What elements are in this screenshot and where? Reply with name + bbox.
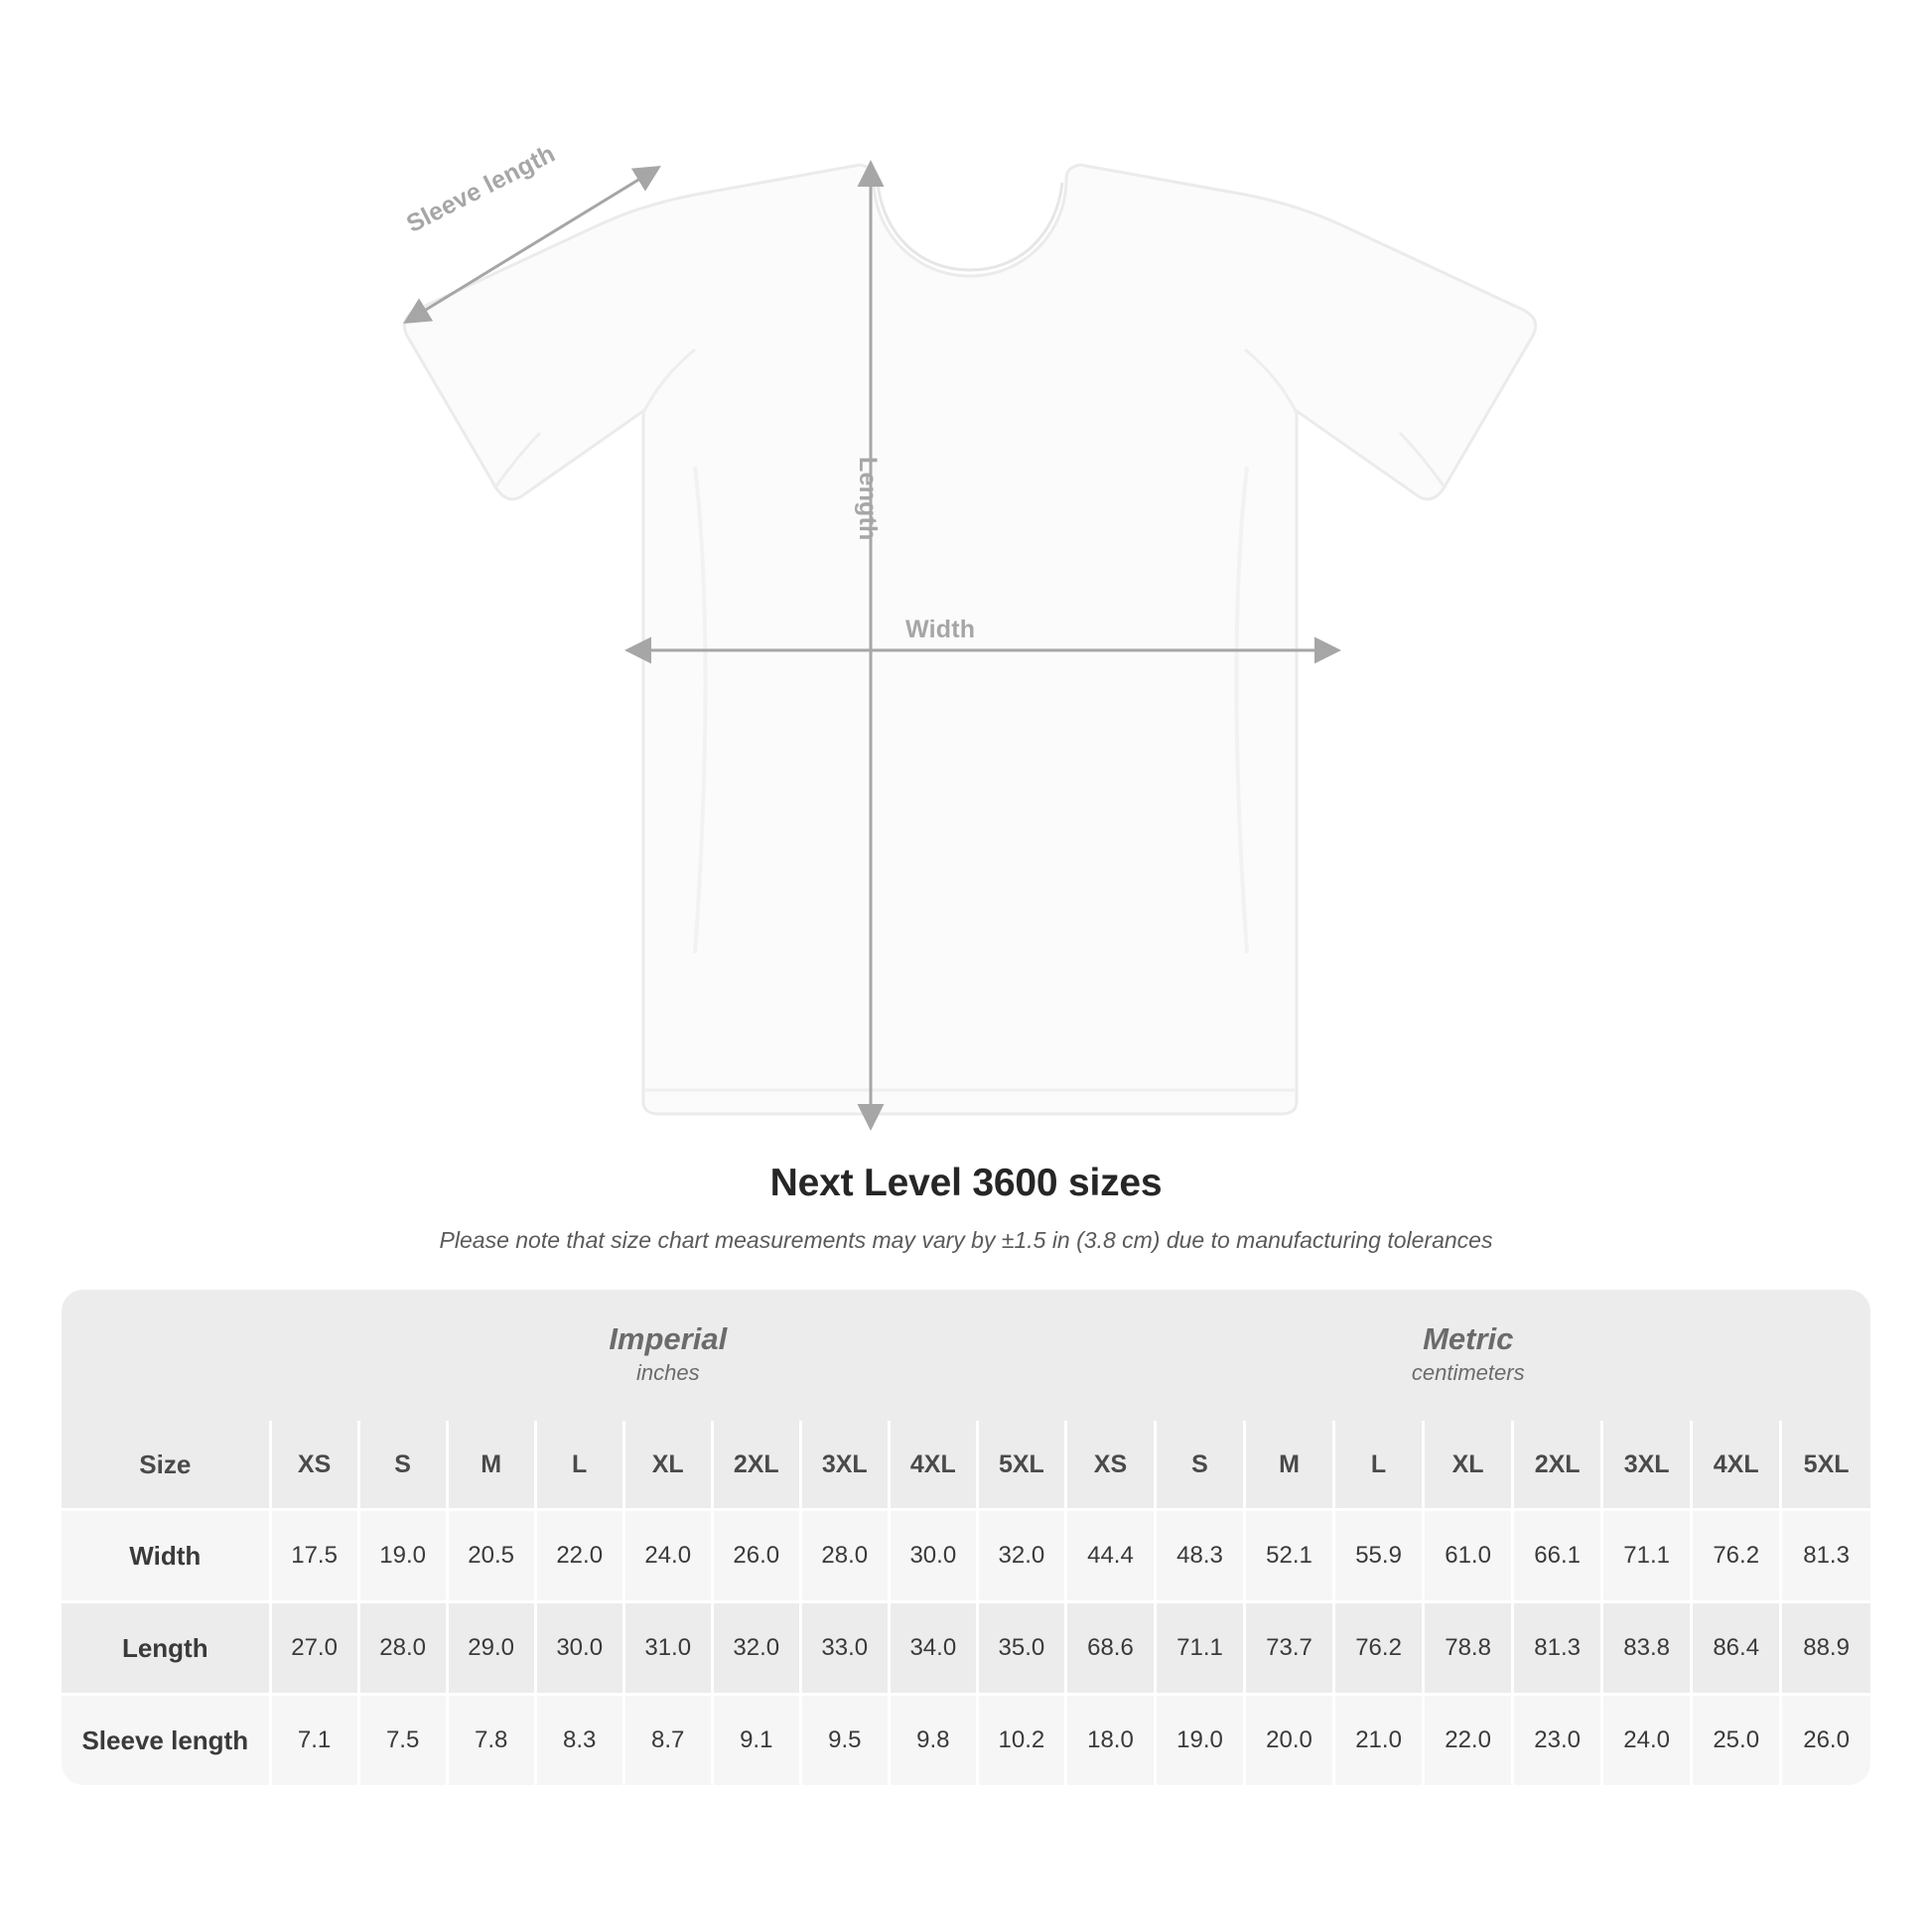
cell-length-metric-xs: 68.6 <box>1065 1602 1155 1695</box>
cell-sleeve-metric-5xl: 26.0 <box>1781 1695 1870 1786</box>
cell-sleeve-metric-m: 20.0 <box>1245 1695 1334 1786</box>
size-header-row <box>62 1421 1870 1510</box>
cell-length-metric-xl: 78.8 <box>1424 1602 1513 1695</box>
cell-length-imperial-3xl: 33.0 <box>800 1602 889 1695</box>
size-header-metric-xl: XL <box>1424 1421 1513 1510</box>
cell-length-imperial-4xl: 34.0 <box>889 1602 977 1695</box>
cell-length-metric-s: 71.1 <box>1155 1602 1244 1695</box>
cell-width-imperial-xl: 24.0 <box>623 1510 712 1602</box>
cell-width-imperial-4xl: 30.0 <box>889 1510 977 1602</box>
cell-length-metric-m: 73.7 <box>1245 1602 1334 1695</box>
size-header-metric-m: M <box>1245 1421 1334 1510</box>
cell-width-imperial-3xl: 28.0 <box>800 1510 889 1602</box>
unit-name-metric: Metric <box>1423 1320 1514 1356</box>
cell-sleeve-imperial-s: 7.5 <box>358 1695 447 1786</box>
cell-width-imperial-xs: 17.5 <box>270 1510 358 1602</box>
row-label-width: Width <box>62 1510 270 1602</box>
size-header-imperial-m: M <box>447 1421 535 1510</box>
title-block <box>0 1162 1932 1254</box>
cell-sleeve-imperial-m: 7.8 <box>447 1695 535 1786</box>
cell-sleeve-imperial-2xl: 9.1 <box>712 1695 800 1786</box>
size-header-metric-4xl: 4XL <box>1692 1421 1781 1510</box>
cell-sleeve-metric-4xl: 25.0 <box>1692 1695 1781 1786</box>
size-header-imperial-5xl: 5XL <box>977 1421 1065 1510</box>
tolerance-note: Please note that size chart measurements may vary by ±1.5 in (3.8 cm) due to manufacturing tolerances <box>439 1227 1493 1253</box>
cell-width-metric-l: 55.9 <box>1334 1510 1424 1602</box>
cell-length-imperial-l: 30.0 <box>535 1602 623 1695</box>
length-label: Length <box>854 457 882 541</box>
unit-sub-imperial: inches <box>635 1360 700 1386</box>
row-label-sleeve-length: Sleeve length <box>62 1695 270 1786</box>
cell-length-imperial-2xl: 32.0 <box>712 1602 800 1695</box>
size-header-imperial-3xl: 3XL <box>800 1421 889 1510</box>
table-row <box>62 1602 1870 1695</box>
cell-length-metric-3xl: 83.8 <box>1602 1602 1692 1695</box>
cell-sleeve-metric-3xl: 24.0 <box>1602 1695 1692 1786</box>
size-header-imperial-4xl: 4XL <box>889 1421 977 1510</box>
unit-name-imperial: Imperial <box>609 1320 728 1356</box>
cell-sleeve-metric-s: 19.0 <box>1155 1695 1244 1786</box>
unit-header-metric <box>1065 1290 1870 1421</box>
cell-sleeve-imperial-4xl: 9.8 <box>889 1695 977 1786</box>
cell-length-metric-4xl: 86.4 <box>1692 1602 1781 1695</box>
size-header-metric-xs: XS <box>1065 1421 1155 1510</box>
size-table-wrapper <box>62 1290 1870 1785</box>
cell-width-imperial-m: 20.5 <box>447 1510 535 1602</box>
cell-width-metric-5xl: 81.3 <box>1781 1510 1870 1602</box>
cell-width-metric-2xl: 66.1 <box>1513 1510 1602 1602</box>
cell-width-imperial-5xl: 32.0 <box>977 1510 1065 1602</box>
cell-width-metric-4xl: 76.2 <box>1692 1510 1781 1602</box>
cell-width-metric-xs: 44.4 <box>1065 1510 1155 1602</box>
width-label: Width <box>905 616 976 643</box>
size-header-metric-l: L <box>1334 1421 1424 1510</box>
cell-width-metric-m: 52.1 <box>1245 1510 1334 1602</box>
size-header-metric-2xl: 2XL <box>1513 1421 1602 1510</box>
size-header-metric-s: S <box>1155 1421 1244 1510</box>
cell-length-imperial-xs: 27.0 <box>270 1602 358 1695</box>
cell-length-imperial-xl: 31.0 <box>623 1602 712 1695</box>
unit-header-row <box>62 1290 1870 1421</box>
size-header-imperial-l: L <box>535 1421 623 1510</box>
cell-sleeve-metric-2xl: 23.0 <box>1513 1695 1602 1786</box>
sleeve-length-label: Sleeve length <box>402 139 560 238</box>
cell-sleeve-imperial-5xl: 10.2 <box>977 1695 1065 1786</box>
cell-width-metric-xl: 61.0 <box>1424 1510 1513 1602</box>
cell-width-metric-3xl: 71.1 <box>1602 1510 1692 1602</box>
table-corner-cell <box>62 1290 270 1421</box>
size-header-imperial-xs: XS <box>270 1421 358 1510</box>
size-header-label: Size <box>62 1421 270 1510</box>
cell-sleeve-imperial-3xl: 9.5 <box>800 1695 889 1786</box>
size-header-metric-3xl: 3XL <box>1602 1421 1692 1510</box>
table-row <box>62 1510 1870 1602</box>
row-label-length: Length <box>62 1602 270 1695</box>
size-table <box>62 1290 1870 1785</box>
cell-sleeve-imperial-xs: 7.1 <box>270 1695 358 1786</box>
cell-length-imperial-5xl: 35.0 <box>977 1602 1065 1695</box>
cell-sleeve-metric-xs: 18.0 <box>1065 1695 1155 1786</box>
size-header-imperial-2xl: 2XL <box>712 1421 800 1510</box>
table-row <box>62 1695 1870 1786</box>
cell-length-imperial-m: 29.0 <box>447 1602 535 1695</box>
page-title: Next Level 3600 sizes <box>769 1162 1163 1204</box>
size-header-imperial-s: S <box>358 1421 447 1510</box>
cell-width-imperial-2xl: 26.0 <box>712 1510 800 1602</box>
size-header-metric-5xl: 5XL <box>1781 1421 1870 1510</box>
cell-sleeve-imperial-xl: 8.7 <box>623 1695 712 1786</box>
size-header-imperial-xl: XL <box>623 1421 712 1510</box>
cell-length-metric-l: 76.2 <box>1334 1602 1424 1695</box>
unit-header-imperial <box>270 1290 1065 1421</box>
cell-length-metric-2xl: 81.3 <box>1513 1602 1602 1695</box>
cell-sleeve-imperial-l: 8.3 <box>535 1695 623 1786</box>
cell-width-metric-s: 48.3 <box>1155 1510 1244 1602</box>
cell-length-imperial-s: 28.0 <box>358 1602 447 1695</box>
unit-sub-metric: centimeters <box>1411 1360 1525 1386</box>
cell-length-metric-5xl: 88.9 <box>1781 1602 1870 1695</box>
cell-width-imperial-l: 22.0 <box>535 1510 623 1602</box>
cell-sleeve-metric-l: 21.0 <box>1334 1695 1424 1786</box>
cell-sleeve-metric-xl: 22.0 <box>1424 1695 1513 1786</box>
cell-width-imperial-s: 19.0 <box>358 1510 447 1602</box>
